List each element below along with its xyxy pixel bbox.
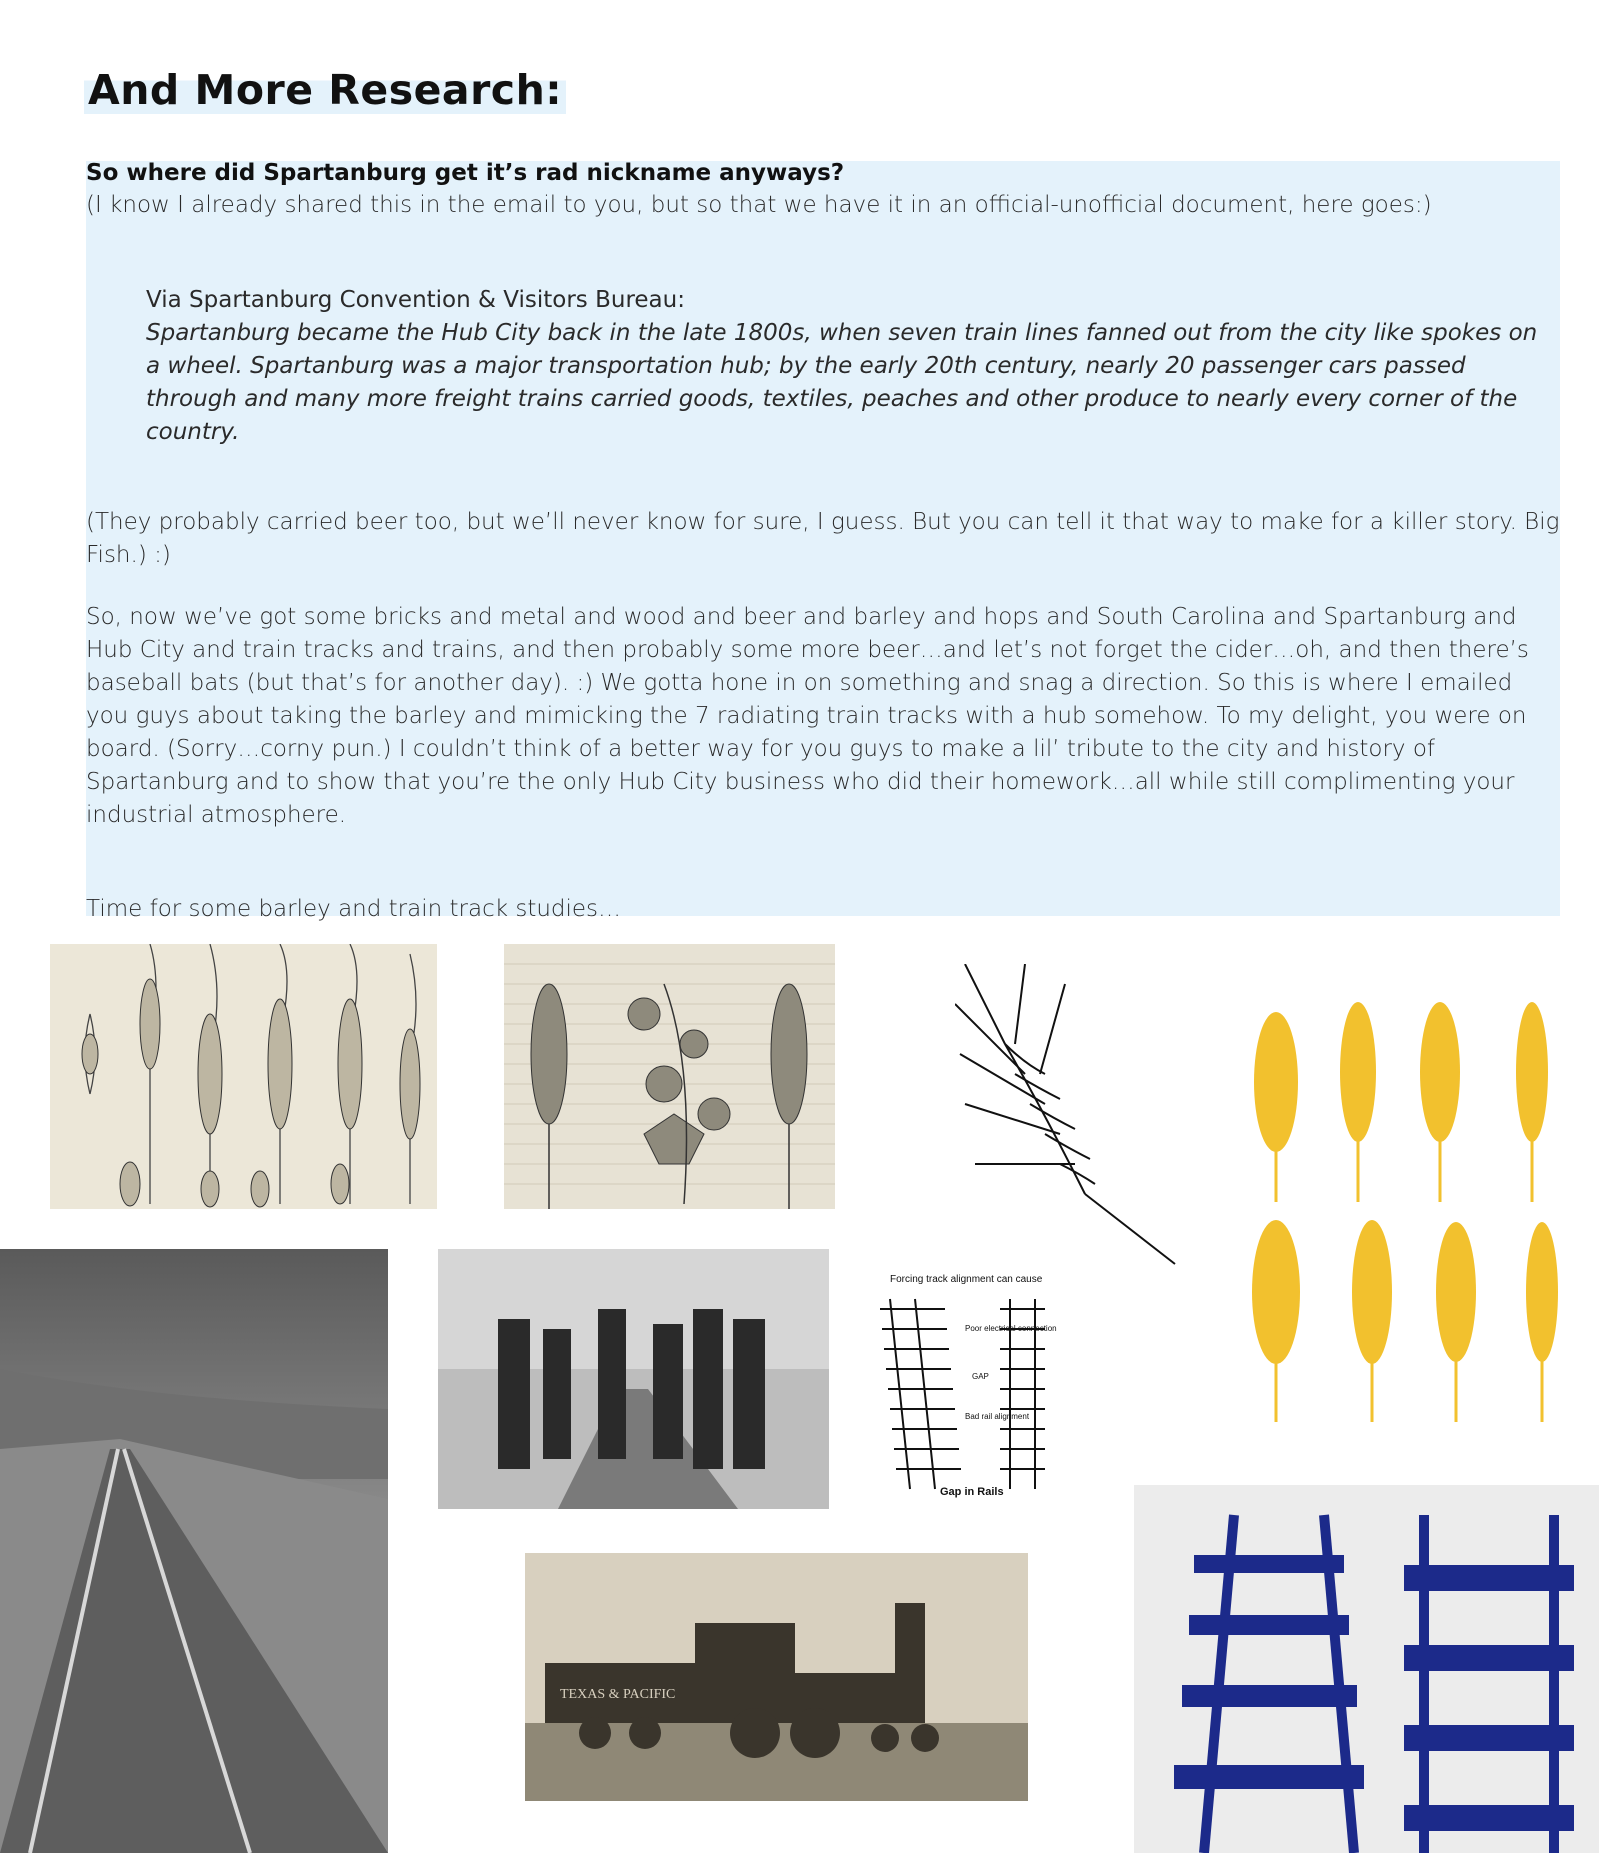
- golden-wheat-icons: [1240, 1002, 1570, 1422]
- barley-hops-vintage-illustration: [504, 944, 835, 1209]
- diagram-title: Forcing track alignment can cause: [890, 1274, 1043, 1285]
- diagram-caption: Gap in Rails: [940, 1486, 1004, 1498]
- diagram-label-bad: Bad rail alignment: [965, 1412, 1030, 1421]
- railroad-tracks-photo: [0, 1249, 388, 1853]
- barley-stalk-sketch: [955, 964, 1180, 1269]
- diagram-label-gap: GAP: [972, 1372, 989, 1381]
- rail-gap-diagram: [870, 1269, 1090, 1499]
- railroad-workers-photo: [438, 1249, 829, 1509]
- steam-locomotive-photo: [525, 1553, 1028, 1801]
- barley-botanical-illustration: [50, 944, 437, 1209]
- locomotive-label: TEXAS & PACIFIC: [560, 1687, 676, 1702]
- aside-paragraph: (They probably carried beer too, but we’ll never know for sure, I guess. But you can tell it that way to make for a killer story. Big Fish.) :): [86, 509, 1560, 568]
- intro-paragraph: (I know I already shared this in the email to you, but so that we have it in an official-unofficial document, here goes:): [86, 192, 1432, 218]
- question-heading: So where did Spartanburg get it’s rad nickname anyways?: [86, 160, 845, 186]
- body-paragraph: So, now we’ve got some bricks and metal and wood and beer and barley and hops and South Carolina and Spartanburg and Hub City and train tracks and trains, and then probably some more beer…and let’s not forget the cider…oh, and then there’s baseball bats (but that’s for another day). :) We gotta hone in on something and snag a direction. So this is where I emailed you guys about taking the barley and mimicking the 7 radiating train tracks with a hub somehow. To my delight, you were on board. (Sorry…corny pun.) I couldn’t think of a better way for you guys to make a lil’ tribute to the city and history of Spartanburg and to show that you’re the only Hub City business who did their homework…all while still complimenting your industrial atmosphere.: [86, 604, 1529, 828]
- sketched-rails-illustration: [1134, 1485, 1599, 1853]
- page-title: And More Research:: [84, 66, 566, 114]
- diagram-label-poor: Poor electrical connection: [965, 1324, 1057, 1333]
- closing-line: Time for some barley and train track studies…: [86, 896, 622, 922]
- quote-source: Via Spartanburg Convention & Visitors Bureau:: [146, 287, 685, 313]
- quote-text: Spartanburg became the Hub City back in the late 1800s, when seven train lines fanned out from the city like spokes on a wheel. Spartanburg was a major transportation hub; by the early 20th century, nearly 20 passenger cars passed through and many more freight trains carried goods, textiles, peaches and other produce to nearly every corner of the country.: [146, 320, 1538, 445]
